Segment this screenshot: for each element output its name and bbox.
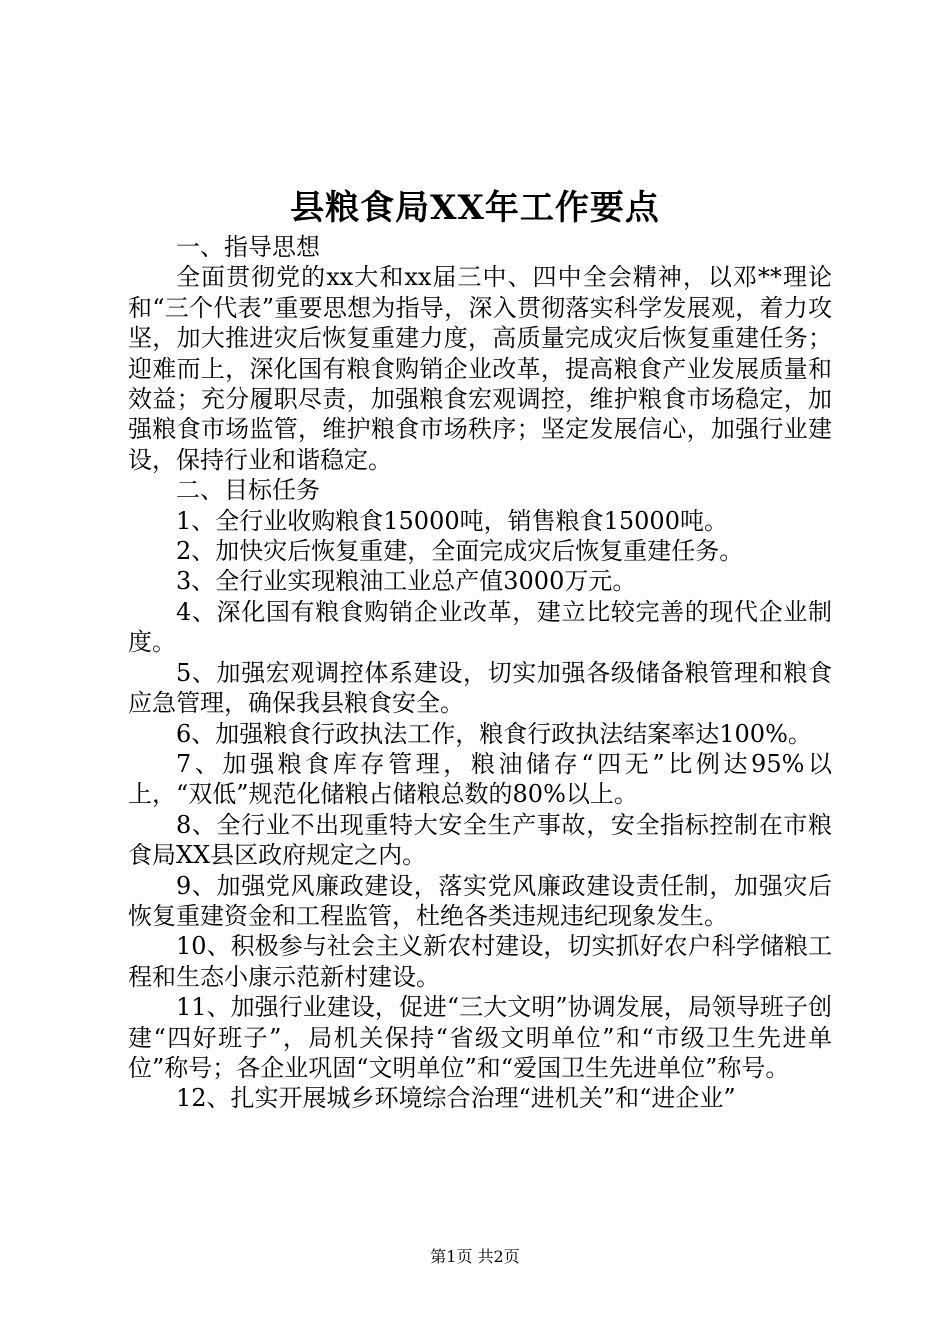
list-item: 8、全行业不出现重特大安全生产事故，安全指标控制在市粮食局XX县区政府规定之内。 bbox=[128, 810, 832, 870]
list-item: 9、加强党风廉政建设，落实党风廉政建设责任制，加强灾后恢复重建资金和工程监管，杜绝各类违规违纪现象发生。 bbox=[128, 871, 832, 930]
document-body bbox=[128, 232, 832, 1114]
document-title: 县粮食局XX年工作要点 bbox=[290, 188, 660, 228]
list-item: 10、积极参与社会主义新农村建设，切实抓好农户科学储粮工程和生态小康示范新村建设。 bbox=[128, 932, 832, 991]
page-footer: 第1页 共2页 bbox=[430, 1247, 520, 1266]
list-item: 5、加强宏观调控体系建设，切实加强各级储备粮管理和粮食应急管理，确保我县粮食安全。 bbox=[128, 658, 832, 718]
list-item: 4、深化国有粮食购销企业改革，建立比较完善的现代企业制度。 bbox=[128, 597, 832, 657]
list-item: 1、全行业收购粮食15000吨，销售粮食15000吨。 bbox=[176, 506, 728, 535]
list-item: 12、扎实开展城乡环境综合治理“进机关”和“进企业” bbox=[176, 1084, 736, 1113]
list-item: 7、加强粮食库存管理，粮油储存“四无”比例达95%以上，“双低”规范化储粮占储粮总数的80%以上。 bbox=[128, 749, 832, 809]
section-heading: 二、目标任务 bbox=[176, 476, 320, 505]
list-item: 6、加强粮食行政执法工作，粮食行政执法结案率达100%。 bbox=[176, 719, 812, 748]
list-item: 2、加快灾后恢复重建，全面完成灾后恢复重建任务。 bbox=[176, 537, 744, 566]
list-item: 3、全行业实现粮油工业总产值3000万元。 bbox=[176, 567, 637, 596]
section-heading: 一、指导思想 bbox=[176, 233, 320, 261]
paragraph: 全面贯彻党的xx大和xx届三中、四中全会精神，以邓**理论和“三个代表”重要思想为指导，深入贯彻落实科学发展观，着力攻坚，加大推进灾后恢复重建力度，高质量完成灾后恢复重建任务；迎难而上，深化国有粮食购销企业改革，提高粮食产业发展质量和效益；充分履职尽责，加强粮食宏观调控，维护粮食市场稳定，加强粮食市场监管，维护粮食市场秩序；坚定发展信心，加强行业建设，保持行业和谐稳定。 bbox=[128, 263, 832, 474]
list-item: 11、加强行业建设，促进“三大文明”协调发展，局领导班子创建“四好班子”，局机关保持“省级文明单位”和“市级卫生先进单位”称号；各企业巩固“文明单位”和“爱国卫生先进单位”称号。 bbox=[128, 993, 832, 1082]
